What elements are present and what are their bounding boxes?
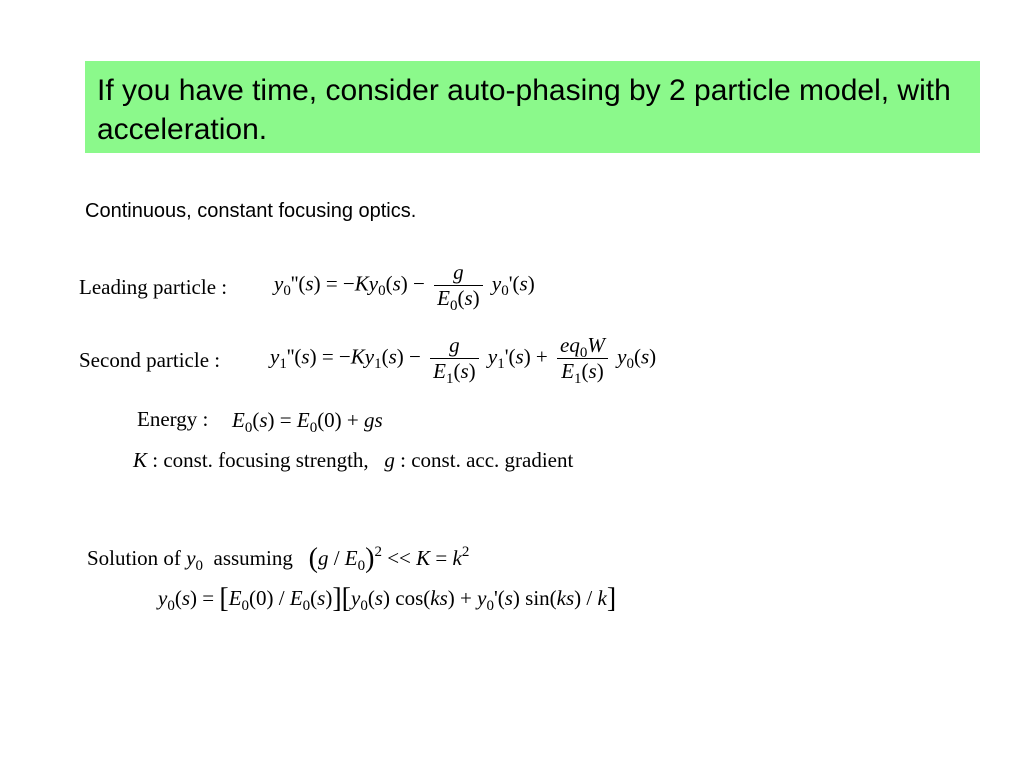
energy-equation: $E_0(s) = E_0(0)$ + gs: [232, 408, 383, 436]
g-symbol: g: [384, 448, 395, 472]
solution-equation: $y_0(s) = [E_0(0) / E_0(s)][y_0(s) \cos(ks) + y_0'(s)$ sin(ks) / k]: [158, 583, 617, 614]
energy-label: Energy :: [137, 407, 209, 431]
constants-definition: [133, 448, 573, 473]
leading-particle-label: Leading particle :: [79, 275, 228, 299]
second-particle-label: Second particle :: [79, 348, 221, 372]
banner-title: If you have time, consider auto-phasing by 2 particle model, with acceleration.: [85, 61, 980, 153]
assuming-label: assuming: [213, 546, 293, 570]
solution-label: Solution of: [87, 546, 181, 570]
second-particle-equation: $y_1''(s) = -Ky_1(s)$ − $\frac{g}{E_1(s)}$ $y_1'(s)$ + $\frac{eq_0W}{E_1(s)}$ $y_0(s)$: [270, 333, 657, 387]
subtitle: Continuous, constant focusing optics.: [85, 200, 417, 222]
k-symbol: K: [133, 448, 148, 472]
leading-particle-equation: $y_0''(s) = -Ky_0(s)$ − $\frac{g}{E_0(s)}$ $y_0'(s)$: [274, 260, 535, 314]
g-description: : const. acc. gradient: [400, 448, 574, 472]
solution-line: Solution of $y_0$ assuming $(g / E_0)^2 << K = k^2$: [87, 543, 470, 574]
k-description: : const. focusing strength,: [152, 448, 369, 472]
